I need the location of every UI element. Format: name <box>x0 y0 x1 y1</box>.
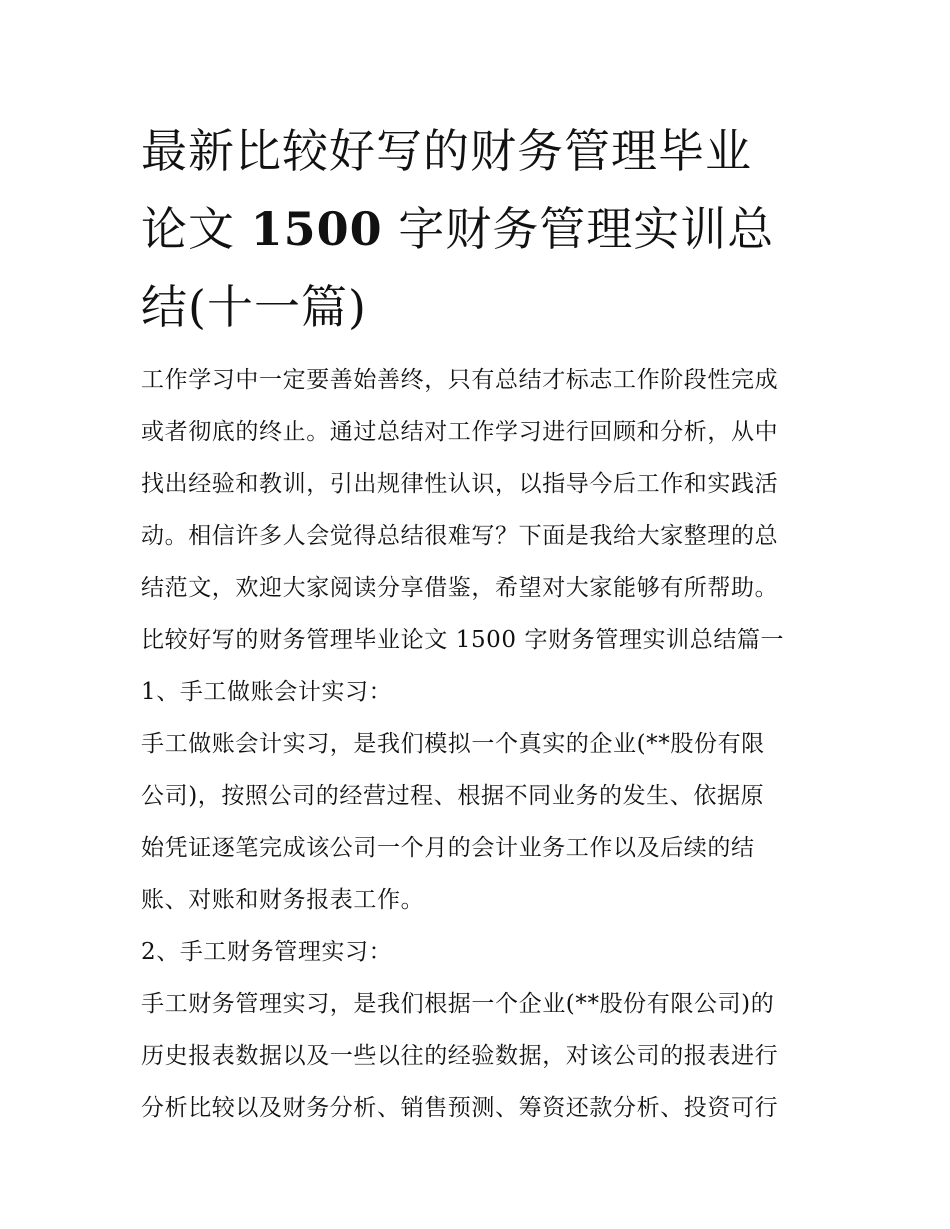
body-line-3: 找出经验和教训，引出规律性认识，以指导今后工作和实践活 <box>141 471 779 497</box>
body-line-10: 始凭证逐笔完成该公司一个月的会计业务工作以及后续的结 <box>141 835 755 861</box>
title-line-2 <box>141 190 821 268</box>
title-line-3: 结(十一篇) <box>141 280 367 334</box>
title-number: 1500 <box>250 202 383 256</box>
body-line-11: 账、对账和财务报表工作。 <box>141 887 425 913</box>
title-line-2-text: 论文 <box>141 202 235 256</box>
body-line-14: 历史报表数据以及一些以往的经验数据，对该公司的报表进行 <box>141 1043 779 1069</box>
body-line-9: 公司)，按照公司的经营过程、根据不同业务的发生、依据原 <box>141 783 765 809</box>
body-line-15: 分析比较以及财务分析、销售预测、筹资还款分析、投资可行 <box>141 1095 779 1121</box>
body-line-8: 手工做账会计实习，是我们模拟一个真实的企业(**股份有限 <box>141 731 765 757</box>
title-line-2-rest: 字财务管理实训总 <box>398 202 775 256</box>
body-line-4: 动。相信许多人会觉得总结很难写？下面是我给大家整理的总 <box>141 523 779 549</box>
subheading-1: 1、手工做账会计实习： <box>141 679 393 705</box>
section-heading-line: 比较好写的财务管理毕业论文 1500 字财务管理实训总结篇一 <box>141 627 785 653</box>
body-line-2: 或者彻底的终止。通过总结对工作学习进行回顾和分析，从中 <box>141 419 779 445</box>
document-title <box>141 112 821 346</box>
title-line-1: 最新比较好写的财务管理毕业 <box>141 124 752 178</box>
body-line-13: 手工财务管理实习，是我们根据一个企业(**股份有限公司)的 <box>141 991 775 1017</box>
document-body <box>141 354 821 1134</box>
subheading-2: 2、手工财务管理实习： <box>141 939 393 965</box>
body-line-5: 结范文，欢迎大家阅读分享借鉴，希望对大家能够有所帮助。 <box>141 575 779 601</box>
body-line-1: 工作学习中一定要善始善终，只有总结才标志工作阶段性完成 <box>141 367 779 393</box>
